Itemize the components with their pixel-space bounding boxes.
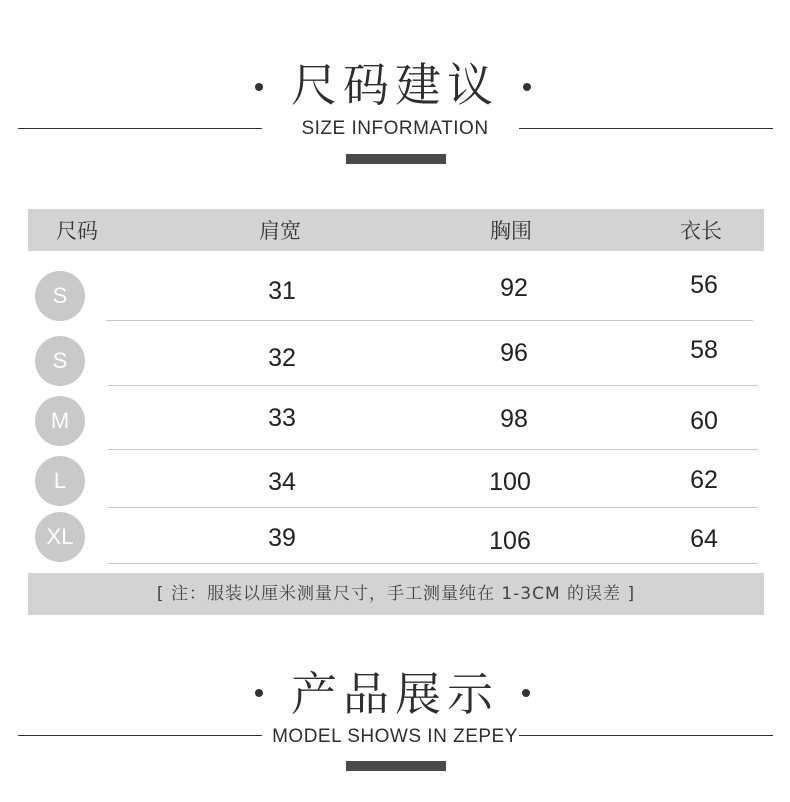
- size-badge: S: [35, 271, 85, 321]
- row-divider: [106, 320, 753, 321]
- row-divider: [108, 449, 758, 450]
- chest-value: 106: [489, 527, 531, 555]
- size-badge: M: [35, 396, 85, 446]
- size-badge: S: [35, 336, 85, 386]
- header-length: 衣长: [680, 219, 722, 243]
- shoulder-value: 34: [268, 468, 296, 496]
- divider-right: [519, 735, 773, 736]
- accent-bar: [346, 154, 446, 164]
- row-divider: [108, 507, 758, 508]
- chest-value: 98: [500, 405, 528, 433]
- length-value: 56: [690, 271, 718, 299]
- length-value: 60: [690, 407, 718, 435]
- size-section-title: 尺码建议: [291, 58, 499, 112]
- row-divider: [108, 563, 758, 564]
- shoulder-value: 33: [268, 404, 296, 432]
- chest-value: 96: [500, 339, 528, 367]
- chest-value: 92: [500, 274, 528, 302]
- length-value: 64: [690, 525, 718, 553]
- size-badge: XL: [35, 512, 85, 562]
- header-shoulder: 肩宽: [259, 219, 301, 243]
- measurement-note: [ 注：服装以厘米测量尺寸，手工测量纯在 1-3CM 的误差 ]: [28, 573, 764, 615]
- shoulder-value: 32: [268, 344, 296, 372]
- model-section-subtitle: MODEL SHOWS IN ZEPEY: [272, 726, 518, 747]
- divider-right: [519, 128, 773, 129]
- table-header: [28, 209, 764, 251]
- accent-bar: [346, 761, 446, 771]
- decor-dot-right: [522, 689, 530, 697]
- row-divider: [108, 385, 758, 386]
- shoulder-value: 31: [268, 277, 296, 305]
- header-chest: 胸围: [490, 219, 532, 243]
- shoulder-value: 39: [268, 524, 296, 552]
- model-section-title: 产品展示: [291, 667, 499, 721]
- header-size: 尺码: [56, 219, 98, 243]
- decor-dot-right: [523, 83, 531, 91]
- size-section-subtitle: SIZE INFORMATION: [301, 118, 489, 139]
- length-value: 62: [690, 466, 718, 494]
- chest-value: 100: [489, 468, 531, 496]
- size-badge: L: [35, 456, 85, 506]
- length-value: 58: [690, 336, 718, 364]
